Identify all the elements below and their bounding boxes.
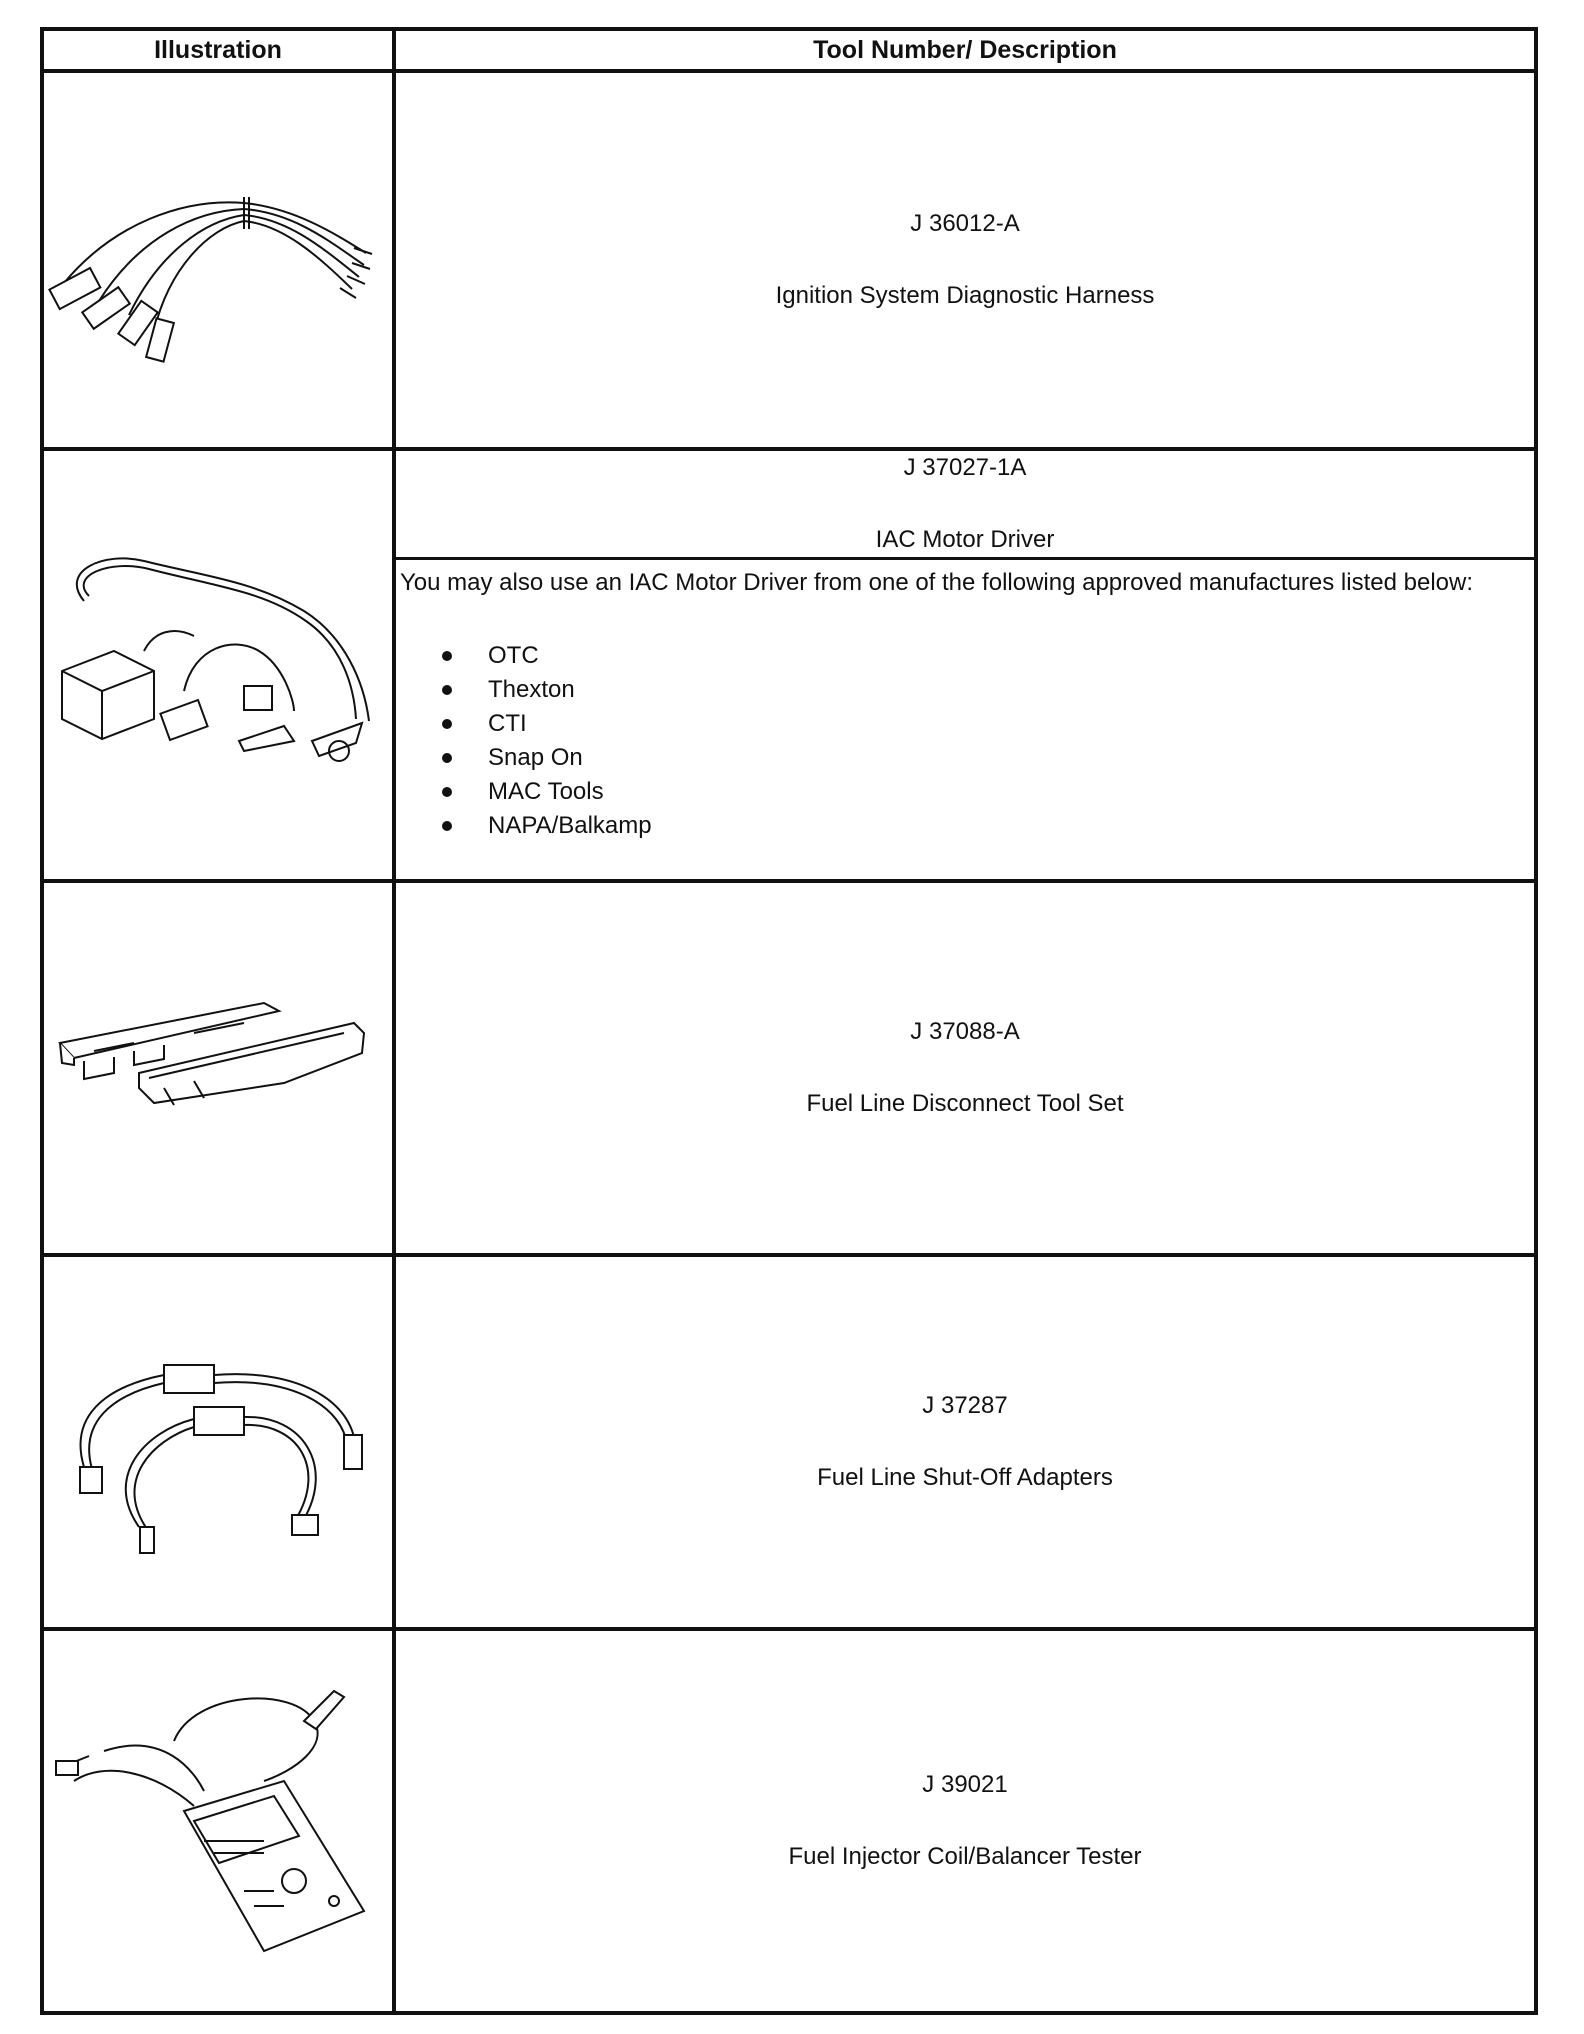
- list-item: [400, 741, 652, 775]
- tool-description: Fuel Line Shut-Off Adapters: [817, 1464, 1113, 1491]
- bullet-icon: [442, 821, 452, 831]
- iac-motor-driver-illustration: [44, 451, 392, 879]
- tool-number: J 37027-1A: [903, 454, 1027, 481]
- bullet-icon: [442, 685, 452, 695]
- tool-description: Fuel Injector Coil/Balancer Tester: [788, 1843, 1142, 1870]
- ignition-harness-illustration: [44, 73, 392, 447]
- header-illustration: Illustration: [154, 35, 282, 64]
- manufacturer-name: CTI: [488, 710, 527, 737]
- tools-table: [40, 27, 1538, 2015]
- list-item: [400, 775, 652, 809]
- tool-cell-j39021: [396, 1631, 1534, 2011]
- approved-manufacturers-note: You may also use an IAC Motor Driver from one of the following approved manufactures listed below:: [400, 569, 1473, 596]
- tool-number: J 36012-A: [910, 210, 1020, 237]
- tool-cell-j37088a: [396, 883, 1534, 1253]
- tool-description: IAC Motor Driver: [875, 526, 1055, 553]
- tool-cell-j370271a: [396, 451, 1534, 557]
- tool-number: J 39021: [922, 1771, 1008, 1798]
- manufacturer-name: NAPA/Balkamp: [488, 812, 652, 839]
- row-subdivider: [396, 557, 1534, 560]
- tool-number: J 37088-A: [910, 1018, 1020, 1045]
- manufacturer-name: MAC Tools: [488, 778, 604, 805]
- manufacturer-name: Snap On: [488, 744, 583, 771]
- list-item: [400, 809, 652, 843]
- bullet-icon: [442, 787, 452, 797]
- manufacturer-name: OTC: [488, 642, 539, 669]
- disconnect-tool-set-illustration: [44, 883, 392, 1253]
- list-item: [400, 673, 652, 707]
- bullet-icon: [442, 719, 452, 729]
- tool-cell-j36012a: [396, 73, 1534, 447]
- bullet-icon: [442, 651, 452, 661]
- tool-description: Ignition System Diagnostic Harness: [775, 282, 1155, 309]
- tool-description: Fuel Line Disconnect Tool Set: [806, 1090, 1124, 1117]
- manufacturer-list: [400, 639, 652, 843]
- list-item: [400, 707, 652, 741]
- shut-off-adapters-illustration: [44, 1257, 392, 1627]
- header-tool-description: Tool Number/ Description: [813, 35, 1117, 64]
- manufacturer-name: Thexton: [488, 676, 575, 703]
- injector-tester-illustration: [44, 1631, 392, 2011]
- tool-number: J 37287: [922, 1392, 1008, 1419]
- list-item: [400, 639, 652, 673]
- bullet-icon: [442, 753, 452, 763]
- tool-cell-j37287: [396, 1257, 1534, 1627]
